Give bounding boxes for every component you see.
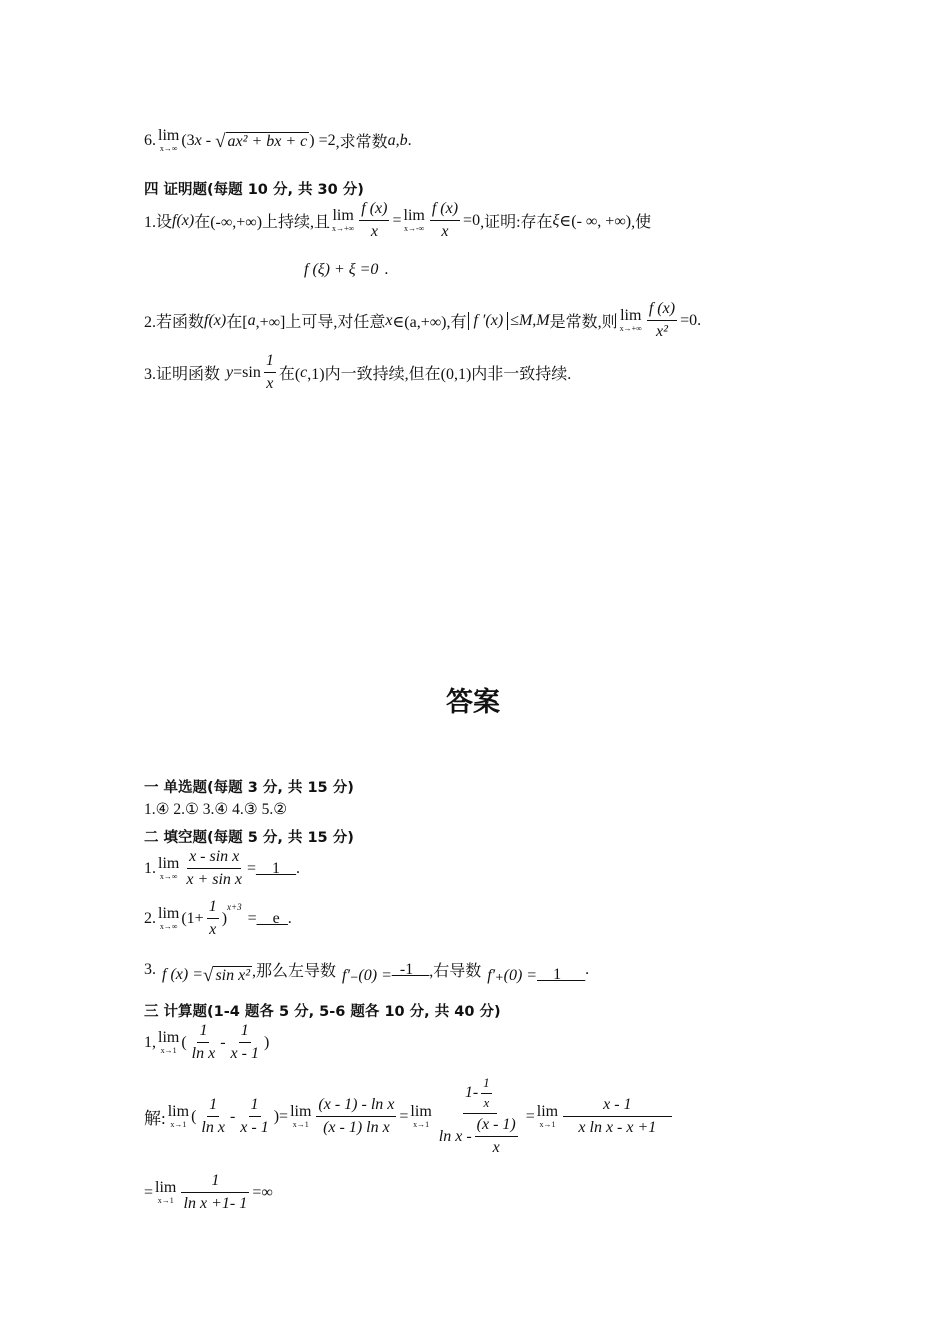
problem-6 bbox=[144, 128, 412, 153]
text: ,使 bbox=[631, 214, 652, 232]
mc-answers: 1.④ 2.① 3.④ 4.③ 5.② bbox=[144, 801, 288, 818]
limit-operator: lim x→∞ bbox=[158, 855, 180, 882]
equals: = bbox=[399, 1107, 409, 1125]
fraction: $\frac{\text{x - sin x}}{\text{x + sin x}}$ bbox=[186, 848, 243, 889]
text: ,证明:存在 bbox=[480, 214, 553, 232]
limit-operator: lim x→∞ bbox=[158, 905, 180, 932]
section-heading-calc: 三 计算题(1-4 题各 5 分, 5-6 题各 10 分, 共 40 分) bbox=[144, 1004, 501, 1020]
equals: = bbox=[247, 859, 257, 877]
text: ,右导数 bbox=[429, 963, 482, 980]
text: ,求常数 bbox=[335, 134, 388, 151]
punct: . bbox=[384, 261, 389, 278]
solution-label: 解: bbox=[144, 1109, 166, 1129]
fraction: 1 ln x bbox=[201, 1095, 225, 1137]
punct: . bbox=[287, 909, 292, 927]
minus-sign: - bbox=[229, 1107, 236, 1125]
var-y: y bbox=[226, 363, 234, 381]
limit-operator: lim x→1 bbox=[167, 1103, 190, 1130]
problem-number: 3. bbox=[144, 960, 156, 978]
fraction: 1 x - 1 bbox=[230, 1022, 259, 1063]
expr-part: (1+ bbox=[181, 909, 204, 927]
left-derivative: f′₋(0) = bbox=[342, 966, 392, 984]
radicand: ax² + bx + c bbox=[227, 133, 308, 150]
paren: ) bbox=[273, 1107, 280, 1125]
text: ,1)内一致持续,但在(0,1)内非一致持续. bbox=[307, 366, 572, 384]
text: 在( bbox=[278, 366, 301, 384]
limit-operator: lim x→1 bbox=[290, 1103, 312, 1130]
answer-blank: __1__ bbox=[256, 859, 297, 877]
fx: f(x) bbox=[204, 311, 227, 329]
limit-operator: lim x→1 bbox=[536, 1103, 559, 1130]
punct: . bbox=[697, 311, 702, 329]
le-sign: ≤ bbox=[510, 311, 519, 329]
problem-number: 1, bbox=[144, 1033, 156, 1051]
text: , bbox=[532, 311, 537, 329]
fraction: 1 x bbox=[483, 1075, 490, 1110]
var-x: x bbox=[194, 131, 202, 149]
text: ∈(a,+∞),有 bbox=[392, 314, 467, 332]
fraction: $\frac{\text{(x - 1) - ln x}}{\text{(x - 1) ln x}}$ bbox=[318, 1095, 395, 1137]
fraction: 1 ln x bbox=[191, 1022, 216, 1063]
minus-sign: - bbox=[205, 131, 212, 149]
answer-blank: __1___ bbox=[537, 965, 586, 983]
xi: ξ bbox=[552, 211, 560, 229]
square-root: √ ax² + bx + c bbox=[215, 131, 308, 152]
limit-operator: lim x→1 bbox=[155, 1179, 177, 1206]
text: 在(-∞,+∞)上持续,且 bbox=[194, 214, 331, 232]
fraction: x - 1 x ln x - x +1 bbox=[563, 1096, 671, 1138]
equals: = bbox=[247, 909, 257, 927]
text: ,+∞]上可导,对任意 bbox=[255, 314, 386, 332]
problem-number: 6. bbox=[144, 131, 156, 149]
minus-sign: - bbox=[220, 1033, 226, 1051]
problem-number: 2. bbox=[144, 909, 156, 927]
var-x: x bbox=[385, 311, 393, 329]
fraction: $\frac{f (x)}{x}$ bbox=[431, 200, 459, 241]
punct: . bbox=[296, 859, 301, 877]
section-heading-proof: 四 证明题(每题 10 分, 共 30 分) bbox=[144, 182, 364, 198]
fraction: $\frac{1}{x}$ bbox=[208, 898, 217, 939]
variables: a,b bbox=[387, 131, 408, 149]
fraction: 1 x bbox=[265, 352, 274, 393]
fill-1 bbox=[144, 848, 300, 890]
solution-line-1 bbox=[144, 1076, 675, 1158]
limit-operator: lim x→-∞ bbox=[403, 207, 425, 234]
sin: =sin bbox=[233, 363, 261, 381]
fraction: 1 x - 1 bbox=[240, 1095, 269, 1137]
text: ,那么左导数 bbox=[252, 963, 337, 980]
var-M: M bbox=[518, 311, 533, 329]
limit-operator: lim x→+∞ bbox=[619, 307, 642, 334]
problem-number: 1. bbox=[144, 859, 156, 877]
paren: ( bbox=[191, 1107, 197, 1125]
equation: f (ξ) + ξ =0 bbox=[304, 261, 379, 278]
set: ∈(- ∞, +∞) bbox=[559, 212, 632, 230]
proof-1-conclusion bbox=[304, 261, 388, 279]
expr-part: ) =2 bbox=[309, 131, 336, 149]
problem-number: 1.设 bbox=[144, 214, 173, 232]
fraction: (x - 1) x bbox=[476, 1115, 516, 1157]
expr-part: ) bbox=[221, 909, 228, 927]
limit-operator: lim x→1 bbox=[410, 1103, 432, 1130]
text: 在[ bbox=[226, 314, 248, 332]
proof-3 bbox=[144, 352, 571, 394]
var-M: M bbox=[536, 311, 550, 329]
proof-1 bbox=[144, 200, 651, 242]
right-derivative: f′₊(0) = bbox=[487, 966, 538, 984]
limit-operator: lim x→∞ bbox=[158, 127, 180, 153]
result: =∞ bbox=[252, 1183, 273, 1201]
equals-zero: =0 bbox=[680, 311, 698, 329]
section-heading-fill: 二 填空题(每题 5 分, 共 15 分) bbox=[144, 830, 354, 846]
fill-2 bbox=[144, 898, 292, 940]
proof-2 bbox=[144, 300, 701, 342]
limit-operator: lim x→+∞ bbox=[332, 207, 355, 234]
punct: . bbox=[407, 131, 412, 149]
exponent: x+3 bbox=[227, 902, 242, 912]
text: 是常数,则 bbox=[549, 314, 618, 332]
expr-part: (3 bbox=[181, 131, 195, 149]
section-heading-mc: 一 单选题(每题 3 分, 共 15 分) bbox=[144, 780, 354, 796]
compound-fraction bbox=[437, 1076, 523, 1158]
absolute-value: f ′(x) bbox=[468, 312, 508, 330]
fx: f (x) = bbox=[162, 965, 203, 983]
fraction: $\frac{1}{\text{ln x +1- 1}}$ bbox=[181, 1172, 249, 1214]
equals: = bbox=[144, 1183, 154, 1201]
var-c: c bbox=[300, 363, 308, 381]
square-root: √ sin x² bbox=[203, 965, 251, 986]
answer-blank: _-1__ bbox=[391, 960, 430, 978]
fraction: $\frac{f (x)}{\text{x²}}$ bbox=[648, 300, 676, 341]
fx: f(x) bbox=[172, 211, 195, 229]
limit-operator: lim x→1 bbox=[158, 1029, 180, 1056]
punct: . bbox=[585, 960, 590, 978]
expr-part: ln x - bbox=[438, 1127, 472, 1145]
answers-title: 答案 bbox=[446, 687, 500, 718]
answer-blank: __e_ bbox=[256, 909, 288, 927]
expr-part: 1- bbox=[464, 1084, 479, 1102]
var-a: a bbox=[247, 311, 256, 329]
paren: ) bbox=[263, 1033, 270, 1051]
fraction: $\frac{f (x)}{x}$ bbox=[361, 200, 388, 241]
calc-1 bbox=[144, 1022, 269, 1064]
problem-number: 3.证明函数 bbox=[144, 366, 221, 384]
fill-3 bbox=[144, 954, 589, 985]
equals: = bbox=[392, 211, 402, 229]
solution-line-2 bbox=[144, 1172, 273, 1214]
equals: = bbox=[279, 1107, 289, 1125]
paren: ( bbox=[181, 1033, 187, 1051]
equals: = bbox=[525, 1107, 535, 1125]
equals-zero: =0 bbox=[463, 211, 481, 229]
problem-number: 2.若函数 bbox=[144, 314, 205, 332]
